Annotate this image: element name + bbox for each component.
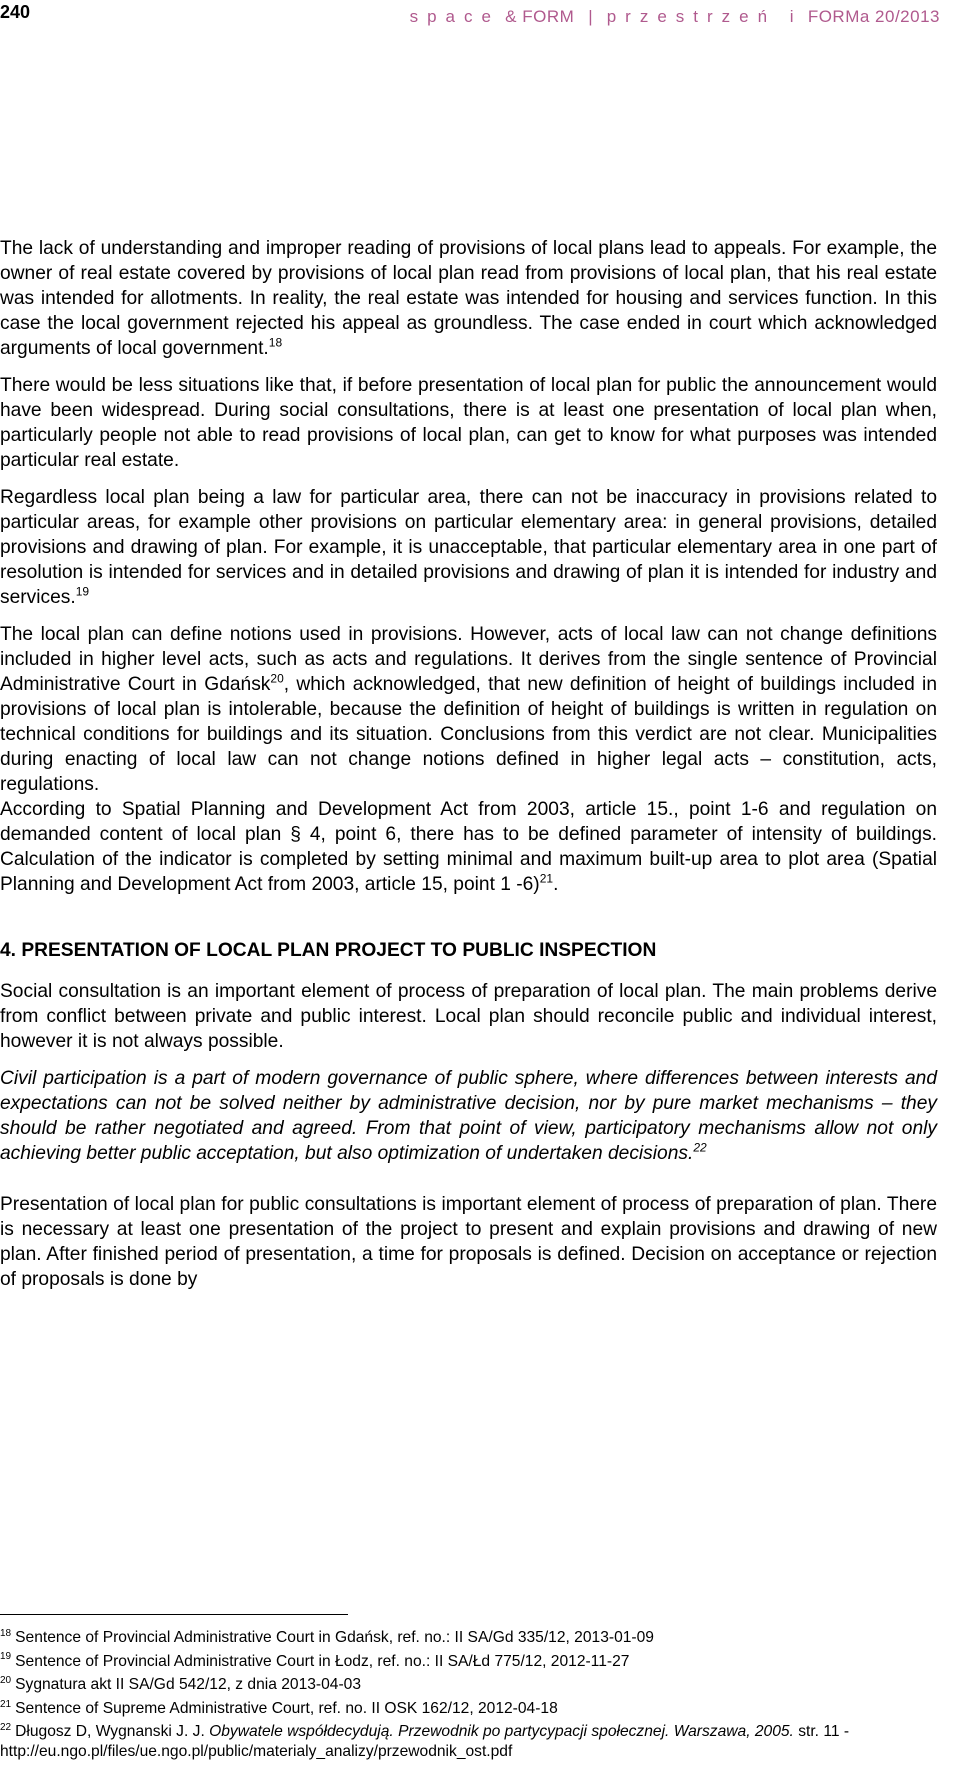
paragraph: [0, 373, 937, 473]
footnote-ref: 22: [693, 1140, 707, 1155]
footnote: [0, 1699, 940, 1719]
footnote-number: 20: [0, 1675, 12, 1686]
footnote-ref: 20: [270, 671, 284, 686]
footnote: [0, 1675, 940, 1695]
page-header: [0, 0, 960, 40]
journal-title-part3: przestrzeń i: [606, 7, 803, 26]
paragraph-text: Social consultation is an important element of process of preparation of local plan. The main problems derive from conflict between private and public interest. Local plan should reconcile public and individual interest, however it is not always possible.: [0, 981, 937, 1052]
journal-title-part4: FORMa: [807, 7, 870, 26]
footnote-number: 19: [0, 1651, 12, 1663]
paragraph: [0, 979, 937, 1054]
footnote-number: 22: [0, 1722, 12, 1734]
journal-issue: 20/2013: [875, 7, 940, 26]
paragraph-text: Presentation of local plan for public consultations is important element of process of preparation of plan. There is necessary at least one presentation of the project to present and explain provisions and drawing of new plan. After finished period of presentation, a time for proposals is defined. Decision on acceptance or rejection of proposals is done by: [0, 1194, 937, 1290]
paragraph-text: .: [553, 874, 559, 895]
footnote-number: 21: [0, 1698, 12, 1710]
paragraph-text: According to Spatial Planning and Development Act from 2003, article 15., point 1-6 and regulation on demanded content of local plan § 4, point 6, there has to be defined parameter of intensity of buildings. Calculation of the indicator is completed by setting minimal and maximum built-up area to plot area (Spatial Planning and Development Act from 2003, article 15, point 1 -6): [0, 799, 937, 895]
body-text: [0, 236, 937, 1304]
paragraph-text: The local plan can define notions used in provisions. However, acts of local law can not change definitions included in higher level acts, such as acts and regulations. It derives from the single sentence of Provincial Administrative Court in Gdańsk: [0, 624, 937, 695]
footnote: [0, 1652, 940, 1672]
journal-title-part2: & FORM: [505, 7, 575, 26]
footnote-ref: 18: [268, 335, 283, 350]
footnote-text: Sentence of Provincial Administrative Court in Gdańsk, ref. no.: II SA/Gd 335/12, 2013-01-09: [15, 1629, 654, 1646]
paragraph: [0, 485, 937, 610]
paragraph: [0, 622, 937, 797]
paragraph-text: , which acknowledged, that new definition of height of buildings included in provisions of local plan is intolerable, because the definition of height of buildings is written in regulation on technical conditions for buildings and its situation. Conclusions from this verdict are not clear. Municipalities during enacting of local law can not change notions defined in higher legal acts – constitution, acts, regulations.: [0, 674, 937, 795]
footnote-text: str. 11 - http://eu.ngo.pl/files/ue.ngo.pl/public/materialy_analizy/przewodnik_ost.pdf: [0, 1723, 850, 1760]
footnote-number: 18: [0, 1627, 12, 1639]
quote-paragraph: [0, 1066, 937, 1166]
footnote-text: Sentence of Supreme Administrative Court, ref. no. II OSK 162/12, 2012-04-18: [15, 1699, 558, 1717]
footnote-text: Sentence of Provincial Administrative Court in Łodz, ref. no.: II SA/Łd 775/12, 2012-11-27: [15, 1652, 630, 1670]
paragraph: [0, 236, 937, 361]
paragraph-text: The lack of understanding and improper reading of provisions of local plans lead to appeals. For example, the owner of real estate covered by provisions of local plan read from provisions of local plan, that his real estate was intended for allotments. In reality, the real estate was intended for housing and services function. In this case the local government rejected his appeal as groundless. The case ended in court which acknowledged arguments of local government.: [0, 238, 937, 359]
paragraph: [0, 1192, 937, 1292]
journal-running-head: [410, 7, 940, 27]
footnote-divider: [0, 1614, 348, 1615]
footnote: [0, 1722, 940, 1761]
footnote-text: Długosz D, Wygnanski J. J.: [15, 1723, 210, 1741]
section-heading: 4. PRESENTATION OF LOCAL PLAN PROJECT TO PUBLIC INSPECTION: [0, 940, 657, 961]
footnote-text: Sygnatura akt II SA/Gd 542/12, z dnia 2013-04-03: [15, 1676, 362, 1694]
paragraph: [0, 797, 937, 897]
paragraph-text: There would be less situations like that, if before presentation of local plan for public the announcement would have been widespread. During social consultations, there is at least one presentation of local plan when, particularly people not able to read provisions of local plan, can get to know for what purposes was intended particular real estate.: [0, 375, 937, 471]
footnote-ref: 21: [539, 871, 554, 886]
footnote-ref: 19: [75, 584, 90, 599]
footnote-book-title: Obywatele współdecydują. Przewodnik po partycypacji społecznej. Warszawa, 2005.: [209, 1723, 794, 1741]
journal-title-part1: space: [409, 7, 500, 26]
journal-title-separator: |: [588, 7, 593, 26]
paragraph-text: Civil participation is a part of modern governance of public sphere, where differences between interests and expectations can not be solved neither by administrative decision, nor by pure market mechanisms – they should be rather negotiated and agreed. From that point of view, participatory mechanisms allow not only achieving better public acceptation, but also optimization of undertaken decisions.: [0, 1068, 937, 1164]
footnote: [0, 1628, 940, 1648]
paragraph-text: Regardless local plan being a law for particular area, there can not be inaccuracy in provisions related to particular areas, for example other provisions on particular elementary area: in general provisions, detailed provisions and drawing of plan. For example, it is unacceptable, that particular elementary area in one part of resolution is intended for services and in detailed provisions and drawing of plan it is intended for industry and services.: [0, 487, 937, 608]
page-number: 240: [0, 2, 31, 22]
footnotes: [0, 1614, 940, 1766]
